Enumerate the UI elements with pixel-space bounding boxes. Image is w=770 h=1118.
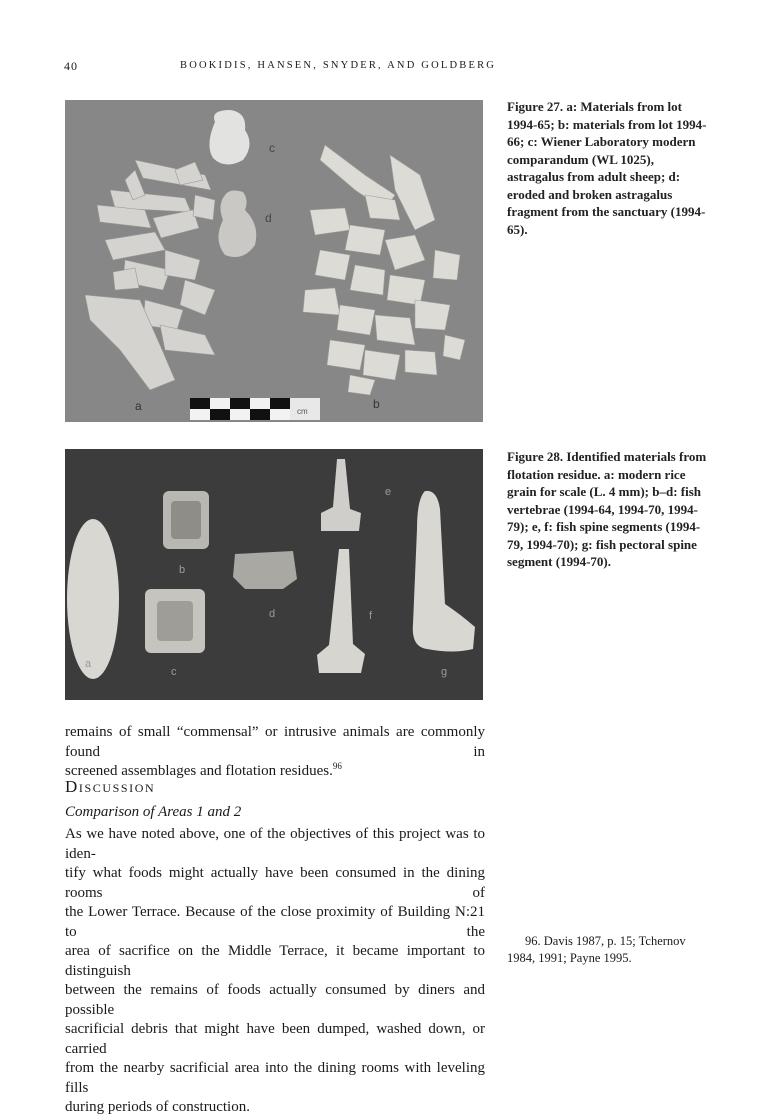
paragraph-commensal	[65, 723, 485, 782]
text-line: area of sacrifice on the Middle Terrace, it became important to distinguish	[65, 943, 485, 979]
section-heading: Discussion	[65, 777, 156, 796]
subheading: Comparison of Areas 1 and 2	[65, 804, 242, 820]
fig28-label-b: b	[179, 564, 186, 576]
text-line: As we have noted above, one of the objectives of this project was to iden-	[65, 826, 485, 862]
fig28-label-c: c	[171, 666, 177, 678]
text-line: remains of small “commensal” or intrusive animals are commonly found in	[65, 724, 485, 760]
text-line: tify what foods might actually have been consumed in the dining rooms of	[65, 865, 485, 901]
figure-28-caption: Figure 28. Identified materials from flotation residue. a: modern rice grain for scale (L. 4 mm); b–d: fish vertebrae (1994-64, 1994-70, 1994-79); e, f: fish spine segments (1994-79, 1994-70); g: fish pectoral spine segment (1994-70).	[507, 449, 707, 569]
paragraph-comparison	[65, 825, 485, 1118]
label-a: a	[135, 399, 142, 413]
text-line: during periods of construction.	[65, 1099, 250, 1115]
fig28-label-e: e	[385, 486, 392, 498]
label-b: b	[373, 397, 380, 411]
fig28-label-d: d	[269, 608, 276, 620]
figure-27-photo	[65, 100, 483, 422]
fig28-label-g: g	[441, 666, 448, 678]
text-line: from the nearby sacrificial area into the dining rooms with leveling fills	[65, 1060, 485, 1096]
figure-27-caption: Figure 27. a: Materials from lot 1994-65; b: materials from lot 1994-66; c: Wiener Laboratory modern comparandum (WL 1025), astragalus from adult sheep; d: eroded and broken astragalus fragment from the sanctuary (1994-65).	[507, 99, 707, 237]
text-line: sacrificial debris that might have been dumped, washed down, or carried	[65, 1021, 485, 1057]
text-line: the Lower Terrace. Because of the close proximity of Building N:21 to the	[65, 904, 485, 940]
text-line: between the remains of foods actually consumed by diners and possible	[65, 982, 485, 1018]
running-head: BOOKIDIS, HANSEN, SNYDER, AND GOLDBERG	[180, 60, 497, 71]
figure-28-photo	[65, 449, 483, 700]
label-c: c	[269, 141, 275, 155]
page-number: 40	[64, 59, 78, 73]
label-d: d	[265, 211, 272, 225]
fig28-label-f: f	[369, 610, 373, 622]
footnote-line: 1984, 1991; Payne 1995.	[507, 951, 632, 965]
footnote-ref: 96	[332, 761, 342, 771]
footnote-line: 96. Davis 1987, p. 15; Tchernov	[525, 934, 686, 948]
footnote-96	[507, 933, 707, 967]
scale-label: cm	[297, 407, 308, 416]
fig28-label-a: a	[85, 658, 92, 670]
text-line-content: screened assemblages and flotation residues.	[65, 763, 333, 779]
